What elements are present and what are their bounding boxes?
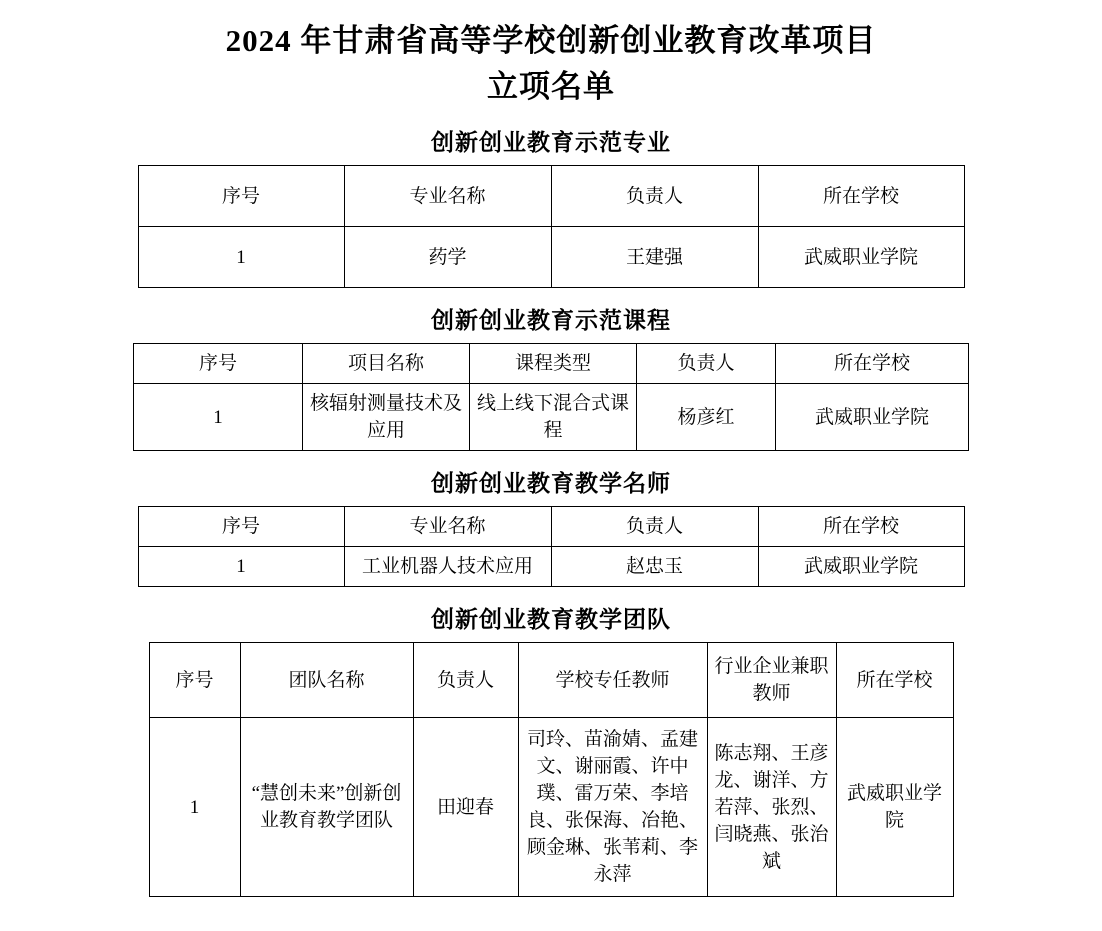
table-row — [149, 718, 953, 897]
section-heading-1: 创新创业教育示范专业 — [431, 130, 671, 155]
column-header-leader: 负责人 — [637, 344, 776, 384]
cell-leader: 赵忠玉 — [551, 547, 758, 587]
column-header-index: 序号 — [138, 507, 344, 547]
column-header-major-name: 专业名称 — [344, 166, 551, 227]
column-header-school: 所在学校 — [776, 344, 969, 384]
column-header-team-name: 团队名称 — [240, 643, 413, 718]
cell-leader: 田迎春 — [413, 718, 518, 897]
column-header-industry-teachers: 行业企业兼职教师 — [707, 643, 836, 718]
table-teaching-master — [138, 506, 965, 587]
table-header-row — [138, 166, 964, 227]
cell-index: 1 — [138, 227, 344, 288]
column-header-leader: 负责人 — [551, 166, 758, 227]
table-demonstration-course — [133, 343, 969, 451]
cell-school: 武威职业学院 — [758, 227, 964, 288]
column-header-index: 序号 — [149, 643, 240, 718]
column-header-major-name: 专业名称 — [344, 507, 551, 547]
section-heading-4: 创新创业教育教学团队 — [431, 607, 671, 632]
cell-major-name: 工业机器人技术应用 — [344, 547, 551, 587]
column-header-index: 序号 — [138, 166, 344, 227]
page-title-line1: 2024 年甘肃省高等学校创新创业教育改革项目 — [225, 23, 877, 58]
cell-school: 武威职业学院 — [776, 384, 969, 451]
table-header-row — [149, 643, 953, 718]
column-header-school: 所在学校 — [758, 507, 964, 547]
cell-index: 1 — [134, 384, 303, 451]
column-header-course-type: 课程类型 — [470, 344, 637, 384]
cell-industry-teachers: 陈志翔、王彦龙、谢洋、方若萍、张烈、闫晓燕、张治斌 — [707, 718, 836, 897]
table-header-row — [134, 344, 969, 384]
cell-leader: 杨彦红 — [637, 384, 776, 451]
column-header-leader: 负责人 — [551, 507, 758, 547]
cell-index: 1 — [149, 718, 240, 897]
table-demonstration-major — [138, 165, 965, 288]
page-title-line2: 立项名单 — [487, 69, 615, 104]
table-row — [138, 227, 964, 288]
column-header-index: 序号 — [134, 344, 303, 384]
cell-school: 武威职业学院 — [836, 718, 953, 897]
column-header-project-name: 项目名称 — [303, 344, 470, 384]
cell-index: 1 — [138, 547, 344, 587]
section-heading-2: 创新创业教育示范课程 — [431, 308, 671, 333]
section-heading-3: 创新创业教育教学名师 — [431, 471, 671, 496]
cell-full-time-teachers: 司玲、苗渝婧、孟建文、谢丽霞、许中璞、雷万荣、李培良、张保海、冶艳、顾金琳、张苇莉、李永萍 — [518, 718, 707, 897]
cell-team-name: “慧创未来”创新创业教育教学团队 — [240, 718, 413, 897]
column-header-full-time-teachers: 学校专任教师 — [518, 643, 707, 718]
column-header-school: 所在学校 — [758, 166, 964, 227]
cell-major-name: 药学 — [344, 227, 551, 288]
table-teaching-team — [149, 642, 954, 897]
cell-school: 武威职业学院 — [758, 547, 964, 587]
column-header-school: 所在学校 — [836, 643, 953, 718]
column-header-leader: 负责人 — [413, 643, 518, 718]
table-row — [134, 384, 969, 451]
table-row — [138, 547, 964, 587]
table-header-row — [138, 507, 964, 547]
cell-project-name: 核辐射测量技术及应用 — [303, 384, 470, 451]
cell-course-type: 线上线下混合式课程 — [470, 384, 637, 451]
page-title — [0, 18, 1102, 110]
cell-leader: 王建强 — [551, 227, 758, 288]
